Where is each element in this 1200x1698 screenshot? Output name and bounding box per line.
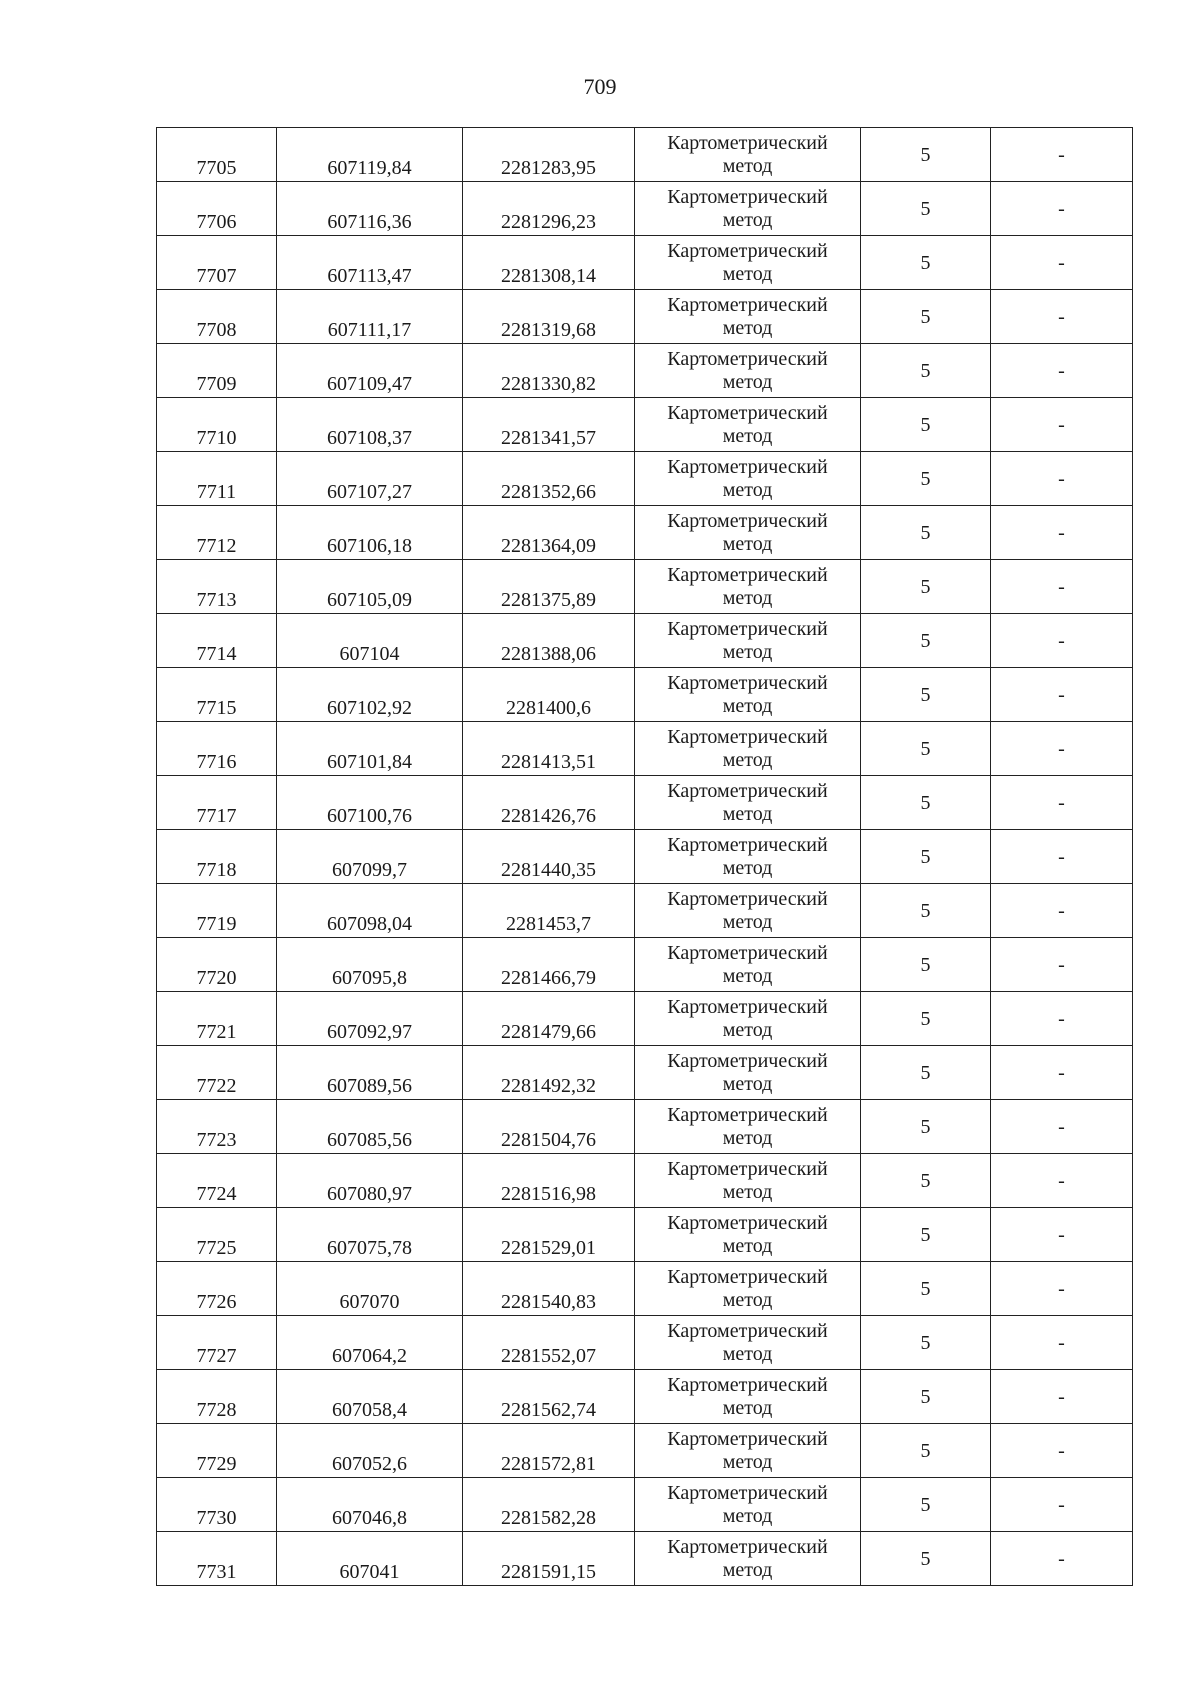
table-row [157, 1316, 1133, 1370]
method-cell [635, 1316, 861, 1370]
note-cell: - [991, 1208, 1133, 1262]
point-id-cell: 7720 [157, 938, 277, 992]
method-line-1: Картометрический [667, 833, 828, 856]
point-id-cell: 7723 [157, 1100, 277, 1154]
x-coordinate-cell: 607098,04 [277, 884, 463, 938]
x-coordinate-cell: 607075,78 [277, 1208, 463, 1262]
note-cell: - [991, 884, 1133, 938]
x-coordinate-cell: 607100,76 [277, 776, 463, 830]
point-id-cell: 7705 [157, 128, 277, 182]
table-row [157, 344, 1133, 398]
note-cell: - [991, 182, 1133, 236]
note-cell: - [991, 830, 1133, 884]
method-line-2: метод [722, 532, 773, 555]
point-id-cell: 7729 [157, 1424, 277, 1478]
y-coordinate-cell: 2281552,07 [463, 1316, 635, 1370]
x-coordinate-cell: 607052,6 [277, 1424, 463, 1478]
note-cell: - [991, 344, 1133, 398]
method-line-2: метод [722, 586, 773, 609]
method-cell [635, 1046, 861, 1100]
point-id-cell: 7711 [157, 452, 277, 506]
x-coordinate-cell: 607101,84 [277, 722, 463, 776]
note-cell: - [991, 236, 1133, 290]
y-coordinate-cell: 2281375,89 [463, 560, 635, 614]
y-coordinate-cell: 2281540,83 [463, 1262, 635, 1316]
x-coordinate-cell: 607064,2 [277, 1316, 463, 1370]
x-coordinate-cell: 607104 [277, 614, 463, 668]
method-cell [635, 128, 861, 182]
note-cell: - [991, 398, 1133, 452]
method-line-2: метод [722, 478, 773, 501]
y-coordinate-cell: 2281426,76 [463, 776, 635, 830]
y-coordinate-cell: 2281504,76 [463, 1100, 635, 1154]
method-line-2: метод [722, 1072, 773, 1095]
method-line-1: Картометрический [667, 131, 828, 154]
note-cell: - [991, 560, 1133, 614]
accuracy-cell: 5 [861, 452, 991, 506]
table-row [157, 1208, 1133, 1262]
method-line-1: Картометрический [667, 1265, 828, 1288]
method-line-1: Картометрический [667, 1049, 828, 1072]
accuracy-cell: 5 [861, 1316, 991, 1370]
note-cell: - [991, 452, 1133, 506]
note-cell: - [991, 128, 1133, 182]
method-cell [635, 1532, 861, 1586]
accuracy-cell: 5 [861, 1208, 991, 1262]
method-cell [635, 236, 861, 290]
method-line-2: метод [722, 154, 773, 177]
method-line-2: метод [722, 910, 773, 933]
note-cell: - [991, 290, 1133, 344]
page-number: 709 [583, 74, 617, 99]
accuracy-cell: 5 [861, 668, 991, 722]
method-cell [635, 992, 861, 1046]
method-cell [635, 1370, 861, 1424]
coordinates-table-body [157, 128, 1133, 1586]
y-coordinate-cell: 2281308,14 [463, 236, 635, 290]
method-line-1: Картометрический [667, 1427, 828, 1450]
method-line-1: Картометрический [667, 563, 828, 586]
table-row [157, 1046, 1133, 1100]
accuracy-cell: 5 [861, 884, 991, 938]
method-line-1: Картометрический [667, 995, 828, 1018]
method-line-1: Картометрический [667, 293, 828, 316]
method-line-1: Картометрический [667, 941, 828, 964]
y-coordinate-cell: 2281400,6 [463, 668, 635, 722]
accuracy-cell: 5 [861, 560, 991, 614]
table-row [157, 776, 1133, 830]
note-cell: - [991, 722, 1133, 776]
note-cell: - [991, 1262, 1133, 1316]
x-coordinate-cell: 607107,27 [277, 452, 463, 506]
method-line-2: метод [722, 1288, 773, 1311]
table-row [157, 938, 1133, 992]
accuracy-cell: 5 [861, 938, 991, 992]
method-cell [635, 182, 861, 236]
method-cell [635, 398, 861, 452]
accuracy-cell: 5 [861, 344, 991, 398]
method-line-2: метод [722, 1558, 773, 1581]
point-id-cell: 7731 [157, 1532, 277, 1586]
note-cell: - [991, 614, 1133, 668]
x-coordinate-cell: 607109,47 [277, 344, 463, 398]
point-id-cell: 7715 [157, 668, 277, 722]
method-cell [635, 1208, 861, 1262]
note-cell: - [991, 1370, 1133, 1424]
method-cell [635, 1478, 861, 1532]
x-coordinate-cell: 607092,97 [277, 992, 463, 1046]
accuracy-cell: 5 [861, 1532, 991, 1586]
table-row [157, 398, 1133, 452]
table-row [157, 182, 1133, 236]
point-id-cell: 7708 [157, 290, 277, 344]
point-id-cell: 7719 [157, 884, 277, 938]
accuracy-cell: 5 [861, 830, 991, 884]
method-line-2: метод [722, 748, 773, 771]
method-cell [635, 668, 861, 722]
method-cell [635, 452, 861, 506]
table-row [157, 1532, 1133, 1586]
method-line-1: Картометрический [667, 1103, 828, 1126]
x-coordinate-cell: 607113,47 [277, 236, 463, 290]
method-cell [635, 1424, 861, 1478]
note-cell: - [991, 1046, 1133, 1100]
table-row [157, 1262, 1133, 1316]
point-id-cell: 7728 [157, 1370, 277, 1424]
point-id-cell: 7726 [157, 1262, 277, 1316]
table-row [157, 614, 1133, 668]
accuracy-cell: 5 [861, 398, 991, 452]
method-line-1: Картометрический [667, 509, 828, 532]
method-line-1: Картометрический [667, 401, 828, 424]
method-line-1: Картометрический [667, 779, 828, 802]
accuracy-cell: 5 [861, 722, 991, 776]
method-line-1: Картометрический [667, 1211, 828, 1234]
method-line-2: метод [722, 424, 773, 447]
point-id-cell: 7730 [157, 1478, 277, 1532]
method-line-1: Картометрический [667, 671, 828, 694]
method-cell [635, 1154, 861, 1208]
method-cell [635, 560, 861, 614]
method-cell [635, 344, 861, 398]
method-line-1: Картометрический [667, 239, 828, 262]
y-coordinate-cell: 2281562,74 [463, 1370, 635, 1424]
point-id-cell: 7713 [157, 560, 277, 614]
x-coordinate-cell: 607105,09 [277, 560, 463, 614]
table-row [157, 506, 1133, 560]
method-line-1: Картометрический [667, 1157, 828, 1180]
accuracy-cell: 5 [861, 776, 991, 830]
y-coordinate-cell: 2281341,57 [463, 398, 635, 452]
method-line-1: Картометрический [667, 887, 828, 910]
method-line-2: метод [722, 856, 773, 879]
y-coordinate-cell: 2281529,01 [463, 1208, 635, 1262]
method-line-1: Картометрический [667, 347, 828, 370]
y-coordinate-cell: 2281319,68 [463, 290, 635, 344]
table-row [157, 668, 1133, 722]
method-cell [635, 290, 861, 344]
table-row [157, 1478, 1133, 1532]
note-cell: - [991, 1424, 1133, 1478]
y-coordinate-cell: 2281283,95 [463, 128, 635, 182]
table-row [157, 884, 1133, 938]
table-row [157, 1154, 1133, 1208]
x-coordinate-cell: 607046,8 [277, 1478, 463, 1532]
method-line-2: метод [722, 370, 773, 393]
method-line-1: Картометрический [667, 1481, 828, 1504]
table-row [157, 722, 1133, 776]
y-coordinate-cell: 2281364,09 [463, 506, 635, 560]
method-cell [635, 776, 861, 830]
table-row [157, 1370, 1133, 1424]
accuracy-cell: 5 [861, 614, 991, 668]
method-cell [635, 506, 861, 560]
x-coordinate-cell: 607099,7 [277, 830, 463, 884]
x-coordinate-cell: 607119,84 [277, 128, 463, 182]
method-line-2: метод [722, 1396, 773, 1419]
method-line-2: метод [722, 316, 773, 339]
accuracy-cell: 5 [861, 506, 991, 560]
table-row [157, 236, 1133, 290]
y-coordinate-cell: 2281479,66 [463, 992, 635, 1046]
note-cell: - [991, 938, 1133, 992]
y-coordinate-cell: 2281413,51 [463, 722, 635, 776]
method-cell [635, 938, 861, 992]
accuracy-cell: 5 [861, 236, 991, 290]
method-line-1: Картометрический [667, 725, 828, 748]
note-cell: - [991, 1478, 1133, 1532]
accuracy-cell: 5 [861, 128, 991, 182]
y-coordinate-cell: 2281466,79 [463, 938, 635, 992]
accuracy-cell: 5 [861, 1154, 991, 1208]
accuracy-cell: 5 [861, 992, 991, 1046]
y-coordinate-cell: 2281492,32 [463, 1046, 635, 1100]
method-line-1: Картометрический [667, 185, 828, 208]
table-row [157, 992, 1133, 1046]
accuracy-cell: 5 [861, 1262, 991, 1316]
note-cell: - [991, 1532, 1133, 1586]
method-line-2: метод [722, 802, 773, 825]
table-row [157, 290, 1133, 344]
x-coordinate-cell: 607080,97 [277, 1154, 463, 1208]
point-id-cell: 7714 [157, 614, 277, 668]
method-line-2: метод [722, 964, 773, 987]
method-line-2: метод [722, 1018, 773, 1041]
method-cell [635, 1262, 861, 1316]
coordinates-table [156, 127, 1133, 1586]
note-cell: - [991, 1316, 1133, 1370]
accuracy-cell: 5 [861, 1478, 991, 1532]
note-cell: - [991, 992, 1133, 1046]
method-cell [635, 830, 861, 884]
method-line-1: Картометрический [667, 455, 828, 478]
accuracy-cell: 5 [861, 1424, 991, 1478]
note-cell: - [991, 1100, 1133, 1154]
point-id-cell: 7712 [157, 506, 277, 560]
y-coordinate-cell: 2281453,7 [463, 884, 635, 938]
point-id-cell: 7727 [157, 1316, 277, 1370]
method-line-2: метод [722, 1180, 773, 1203]
method-cell [635, 722, 861, 776]
point-id-cell: 7724 [157, 1154, 277, 1208]
y-coordinate-cell: 2281296,23 [463, 182, 635, 236]
method-line-1: Картометрический [667, 1535, 828, 1558]
table-row [157, 452, 1133, 506]
note-cell: - [991, 506, 1133, 560]
table-row [157, 830, 1133, 884]
point-id-cell: 7722 [157, 1046, 277, 1100]
point-id-cell: 7721 [157, 992, 277, 1046]
y-coordinate-cell: 2281330,82 [463, 344, 635, 398]
point-id-cell: 7709 [157, 344, 277, 398]
x-coordinate-cell: 607108,37 [277, 398, 463, 452]
y-coordinate-cell: 2281591,15 [463, 1532, 635, 1586]
accuracy-cell: 5 [861, 182, 991, 236]
note-cell: - [991, 668, 1133, 722]
method-line-2: метод [722, 1342, 773, 1365]
y-coordinate-cell: 2281582,28 [463, 1478, 635, 1532]
accuracy-cell: 5 [861, 1100, 991, 1154]
method-cell [635, 614, 861, 668]
table-row [157, 1424, 1133, 1478]
point-id-cell: 7725 [157, 1208, 277, 1262]
method-line-1: Картометрический [667, 617, 828, 640]
x-coordinate-cell: 607058,4 [277, 1370, 463, 1424]
point-id-cell: 7716 [157, 722, 277, 776]
x-coordinate-cell: 607085,56 [277, 1100, 463, 1154]
accuracy-cell: 5 [861, 1046, 991, 1100]
y-coordinate-cell: 2281388,06 [463, 614, 635, 668]
method-cell [635, 1100, 861, 1154]
method-line-2: метод [722, 1450, 773, 1473]
x-coordinate-cell: 607041 [277, 1532, 463, 1586]
method-line-2: метод [722, 694, 773, 717]
method-line-1: Картометрический [667, 1373, 828, 1396]
table-row [157, 1100, 1133, 1154]
point-id-cell: 7706 [157, 182, 277, 236]
x-coordinate-cell: 607116,36 [277, 182, 463, 236]
accuracy-cell: 5 [861, 290, 991, 344]
method-line-2: метод [722, 1504, 773, 1527]
x-coordinate-cell: 607089,56 [277, 1046, 463, 1100]
point-id-cell: 7710 [157, 398, 277, 452]
y-coordinate-cell: 2281572,81 [463, 1424, 635, 1478]
point-id-cell: 7717 [157, 776, 277, 830]
method-line-2: метод [722, 640, 773, 663]
y-coordinate-cell: 2281352,66 [463, 452, 635, 506]
note-cell: - [991, 1154, 1133, 1208]
x-coordinate-cell: 607070 [277, 1262, 463, 1316]
note-cell: - [991, 776, 1133, 830]
method-line-1: Картометрический [667, 1319, 828, 1342]
method-cell [635, 884, 861, 938]
x-coordinate-cell: 607106,18 [277, 506, 463, 560]
method-line-2: метод [722, 208, 773, 231]
method-line-2: метод [722, 1126, 773, 1149]
accuracy-cell: 5 [861, 1370, 991, 1424]
x-coordinate-cell: 607102,92 [277, 668, 463, 722]
point-id-cell: 7707 [157, 236, 277, 290]
method-line-2: метод [722, 262, 773, 285]
x-coordinate-cell: 607111,17 [277, 290, 463, 344]
x-coordinate-cell: 607095,8 [277, 938, 463, 992]
table-row [157, 560, 1133, 614]
y-coordinate-cell: 2281516,98 [463, 1154, 635, 1208]
point-id-cell: 7718 [157, 830, 277, 884]
y-coordinate-cell: 2281440,35 [463, 830, 635, 884]
method-line-2: метод [722, 1234, 773, 1257]
table-row [157, 128, 1133, 182]
